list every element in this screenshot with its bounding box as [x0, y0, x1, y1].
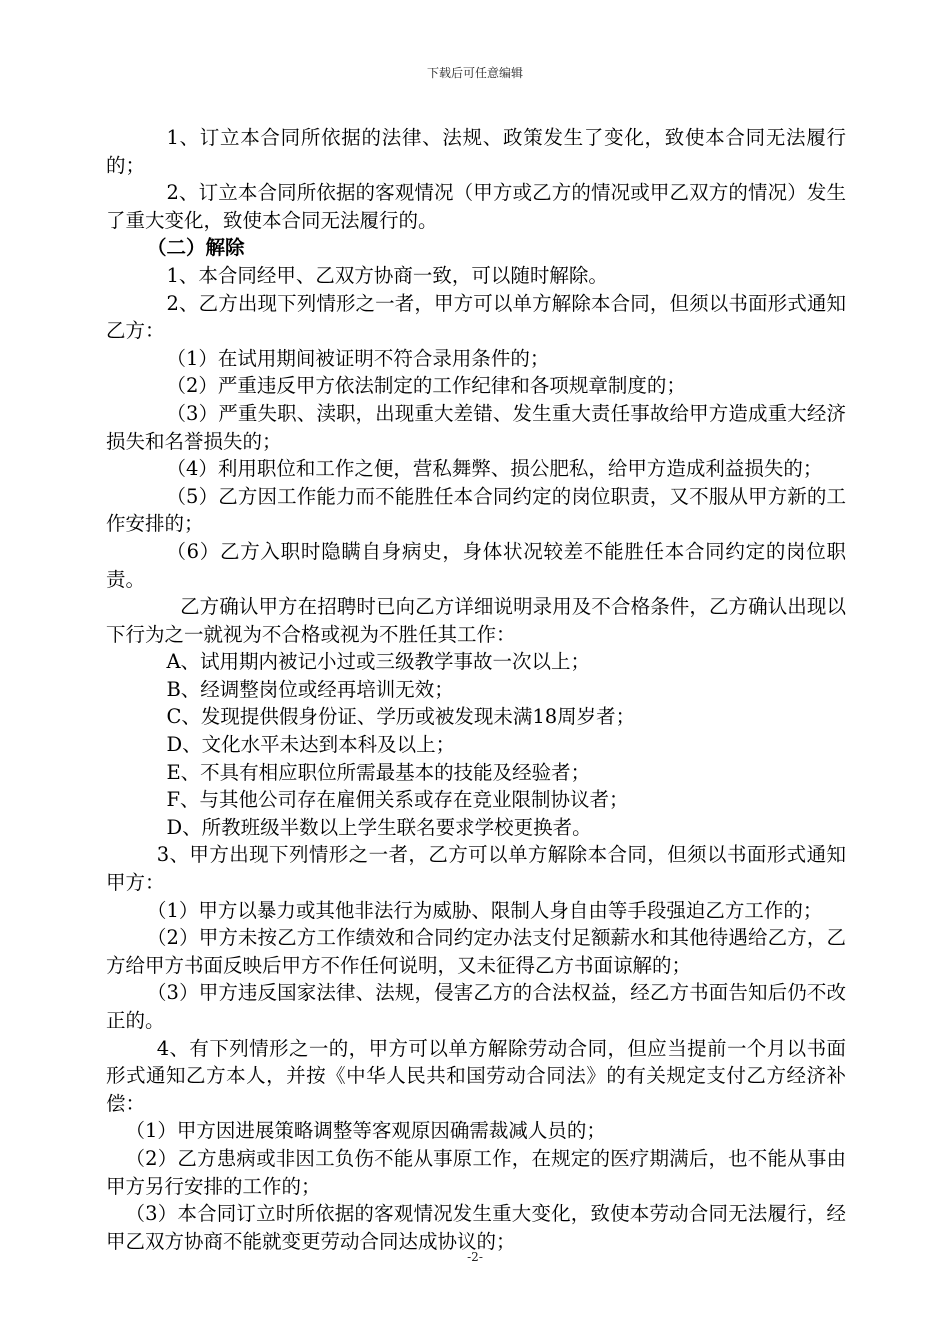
- paragraph: B、经调整岗位或经再培训无效；: [166, 677, 454, 701]
- page-header: 下载后可任意编辑: [426, 66, 523, 80]
- paragraph: 1、订立本合同所依据的法律、法规、政策发生了变化，致使本合同无法履行的；: [106, 126, 846, 177]
- paragraph: 4、有下列情形之一的，甲方可以单方解除劳动合同，但应当提前一个月以书面形式通知乙方本人，并按《中华人民共和国劳动合同法》的有关规定支付乙方经济补偿：: [106, 1036, 846, 1115]
- paragraph: （1）甲方以暴力或其他非法行为威胁、限制人身自由等手段强迫乙方工作的；: [146, 898, 823, 922]
- section-heading: （二）解除: [146, 236, 245, 260]
- paragraph: （3）严重失职、渎职，出现重大差错、发生重大责任事故给甲方造成重大经济损失和名誉损失的；: [106, 401, 846, 453]
- paragraph: 3、甲方出现下列情形之一者，乙方可以单方解除本合同，但须以书面形式通知甲方：: [106, 843, 846, 895]
- paragraph: （4）利用职位和工作之便，营私舞弊、损公肥私，给甲方造成利益损失的；: [166, 457, 823, 481]
- paragraph: A、试用期内被记小过或三级教学事故一次以上；: [166, 650, 591, 674]
- paragraph: （6）乙方入职时隐瞒自身病史，身体状况较差不能胜任本合同约定的岗位职责。: [106, 539, 846, 591]
- paragraph: （3）甲方违反国家法律、法规，侵害乙方的合法权益，经乙方书面告知后仍不改正的。: [106, 981, 846, 1032]
- paragraph: 2、订立本合同所依据的客观情况（甲方或乙方的情况或甲乙双方的情况）发生了重大变化，致使本合同无法履行的。: [106, 181, 846, 232]
- paragraph: （1）甲方因进展策略调整等客观原因确需裁减人员的；: [125, 1119, 606, 1143]
- document-body: [106, 124, 846, 1255]
- paragraph: 2、乙方出现下列情形之一者，甲方可以单方解除本合同，但须以书面形式通知乙方：: [106, 291, 846, 343]
- paragraph: （2）甲方未按乙方工作绩效和合同约定办法支付足额薪水和其他待遇给乙方，乙方给甲方书面反映后甲方不作任何说明，又未征得乙方书面谅解的；: [106, 926, 846, 977]
- page-number: -2-: [467, 1250, 483, 1264]
- paragraph: （3）本合同订立时所依据的客观情况发生重大变化，致使本劳动合同无法履行，经甲乙双方协商不能就变更劳动合同达成协议的；: [106, 1202, 846, 1253]
- paragraph: E、不具有相应职位所需最基本的技能及经验者；: [166, 760, 591, 784]
- paragraph: 1、本合同经甲、乙双方协商一致，可以随时解除。: [166, 263, 608, 287]
- paragraph: （5）乙方因工作能力而不能胜任本合同约定的岗位职责，又不服从甲方新的工作安排的；: [106, 484, 846, 536]
- paragraph: （1）在试用期间被证明不符合录用条件的；: [166, 346, 550, 370]
- paragraph: （2）乙方患病或非因工负伤不能从事原工作，在规定的医疗期满后，也不能从事由甲方另行安排的工作的；: [106, 1146, 846, 1198]
- paragraph: D、文化水平未达到本科及以上；: [166, 733, 456, 757]
- paragraph: F、与其他公司存在雇佣关系或存在竞业限制协议者；: [166, 788, 629, 812]
- paragraph: C、发现提供假身份证、学历或被发现未满18周岁者；: [166, 705, 636, 729]
- paragraph: 乙方确认甲方在招聘时已向乙方详细说明录用及不合格条件，乙方确认出现以下行为之一就视为不合格或视为不胜任其工作：: [106, 595, 846, 646]
- paragraph: （2）严重违反甲方依法制定的工作纪律和各项规章制度的；: [166, 374, 686, 398]
- paragraph: D、所教班级半数以上学生联名要求学校更换者。: [166, 815, 592, 839]
